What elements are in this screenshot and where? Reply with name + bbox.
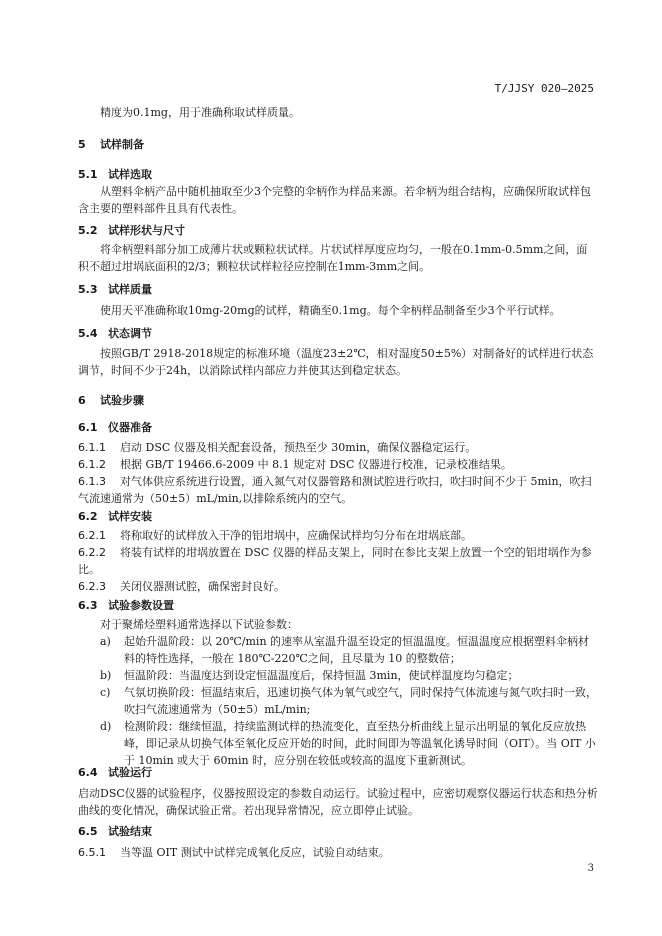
section-number: 5.4 (78, 327, 98, 340)
section-title: 试验参数设置 (108, 599, 174, 612)
list-item (78, 527, 598, 544)
section-title: 状态调节 (108, 327, 152, 340)
list-marker: a) (100, 635, 111, 648)
section-6-1-items (78, 439, 598, 507)
list-item (78, 667, 598, 684)
section-title: 试样形状与尺寸 (108, 224, 185, 237)
list-item (78, 439, 598, 456)
item-number: 6.2.2 (78, 546, 106, 559)
item-text: 对气体供应系统进行设置，通入氮气对仪器管路和测试腔进行吹扫，吹扫时间不少于 5min，吹扫气流速通常为（50±5）mL/min,以排除系统内的空气。 (78, 475, 592, 505)
section-title: 仪器准备 (108, 421, 152, 434)
item-number: 6.1.1 (78, 441, 106, 454)
section-number: 5.2 (78, 224, 98, 237)
section-6-4-heading (78, 764, 598, 781)
section-6-2-items (78, 527, 598, 595)
section-6-1-heading (78, 419, 598, 436)
item-text: 将装有试样的坩埚放置在 DSC 仪器的样品支架上，同时在参比支架上放置一个空的铝坩埚作为参比。 (78, 546, 592, 576)
section-number: 5.1 (78, 168, 98, 181)
list-marker: b) (100, 669, 112, 682)
list-item (78, 684, 598, 718)
list-text: 气氛切换阶段：恒温结束后，迅速切换气体为氧气或空气，同时保持气体流速与氮气吹扫时一致，吹扫气流速通常为（50±5）mL/min; (124, 686, 597, 716)
section-title: 试验结束 (108, 825, 152, 838)
section-5-2-paragraph: 将伞柄塑料部分加工成薄片状或颗粒状试样。片状试样厚度应均匀，一般在0.1mm-0.5mm之间，面积不超过坩埚底面积的2/3；颗粒状试样粒径应控制在1mm-3mm之间。 (78, 243, 588, 273)
item-text: 将称取好的试样放入干净的铝坩埚中，应确保试样均匀分布在坩埚底部。 (120, 529, 472, 542)
section-number: 6.4 (78, 766, 98, 779)
section-number: 6.5 (78, 825, 98, 838)
section-number: 5.3 (78, 283, 98, 296)
section-6-5-items (78, 844, 598, 861)
section-6-3-paragraph: 对于聚烯烃塑料通常选择以下试验参数： (100, 618, 298, 631)
section-title: 试验步骤 (100, 394, 144, 407)
item-number: 6.2.1 (78, 529, 106, 542)
intro-paragraph: 精度为0.1mg，用于准确称取试样质量。 (100, 106, 300, 119)
item-text: 当等温 OIT 测试中试样完成氧化反应，试验自动结束。 (120, 846, 390, 859)
list-item (78, 718, 598, 769)
section-title: 试样安装 (108, 510, 152, 523)
list-item (78, 456, 598, 473)
item-number: 6.1.2 (78, 458, 106, 471)
section-number: 6 (78, 394, 86, 407)
section-5-3-paragraph: 使用天平准确称取10mg-20mg的试样，精确至0.1mg。每个伞柄样品制备至少3个平行试样。 (100, 304, 561, 317)
list-item (78, 578, 598, 595)
item-text: 启动 DSC 仪器及相关配套设备，预热至少 30min，确保仪器稳定运行。 (120, 441, 477, 454)
section-title: 试样选取 (108, 168, 152, 181)
item-number: 6.5.1 (78, 846, 106, 859)
list-item (78, 633, 598, 667)
section-6-2-heading (78, 508, 598, 525)
section-6-heading (78, 392, 598, 409)
section-title: 试验运行 (108, 766, 152, 779)
list-item (78, 844, 598, 861)
section-5-heading (78, 136, 598, 153)
list-marker: d) (100, 720, 112, 733)
list-text: 起始升温阶段：以 20℃/min 的速率从室温升温至设定的恒温温度。恒温温度应根据塑料伞柄材料的特性选择，一般在 180℃-220℃之间，且尽量为 10 的整数倍； (124, 635, 590, 665)
list-text: 恒温阶段：当温度达到设定恒温温度后，保持恒温 3min，使试样温度均匀稳定； (124, 669, 519, 682)
list-marker: c) (100, 686, 111, 699)
section-6-3-body (78, 616, 598, 769)
section-number: 6.3 (78, 599, 98, 612)
section-5-2-heading (78, 222, 598, 239)
item-number: 6.2.3 (78, 580, 106, 593)
list-text: 检测阶段：继续恒温，持续监测试样的热流变化，直至热分析曲线上显示出明显的氧化反应放热峰，即记录从切换气体至氧化反应开始的时间，此时间即为等温氧化诱导时间（OIT）。当 OIT 小于 10min 或大于 60min 时，应分别在较低或较高的温度下重新测试。 (124, 720, 596, 767)
item-text: 关闭仪器测试腔，确保密封良好。 (120, 580, 285, 593)
section-5-4-paragraph: 按照GB/T 2918-2018规定的标准环境（温度23±2℃，相对湿度50±5%）对制备好的试样进行状态调节，时间不少于24h，以消除试样内部应力并使其达到稳定状态。 (78, 347, 594, 377)
section-5-1-heading (78, 166, 598, 183)
section-5-4-heading (78, 325, 598, 342)
section-6-4-paragraph: 启动DSC仪器的试验程序，仪器按照设定的参数自动运行。试验过程中，应密切观察仪器运行状态和热分析曲线的变化情况，确保试验正常。若出现异常情况，应立即停止试验。 (78, 787, 598, 817)
section-title: 试样质量 (108, 283, 152, 296)
section-number: 6.1 (78, 421, 98, 434)
list-item (78, 544, 598, 578)
section-number: 5 (78, 138, 86, 151)
section-6-3-heading (78, 597, 598, 614)
section-5-3-heading (78, 281, 598, 298)
section-5-1-paragraph: 从塑料伞柄产品中随机抽取至少3个完整的伞柄作为样品来源。若伞柄为组合结构，应确保所取试样包含主要的塑料部件且具有代表性。 (78, 185, 591, 215)
list-item (78, 473, 598, 507)
item-text: 根据 GB/T 19466.6-2009 中 8.1 规定对 DSC 仪器进行校准，记录校准结果。 (120, 458, 512, 471)
page-number: 3 (587, 863, 594, 874)
document-code: T/JJSY 020—2025 (494, 82, 594, 95)
section-title: 试样制备 (100, 138, 144, 151)
section-6-5-heading (78, 823, 598, 840)
item-number: 6.1.3 (78, 475, 106, 488)
section-number: 6.2 (78, 510, 98, 523)
